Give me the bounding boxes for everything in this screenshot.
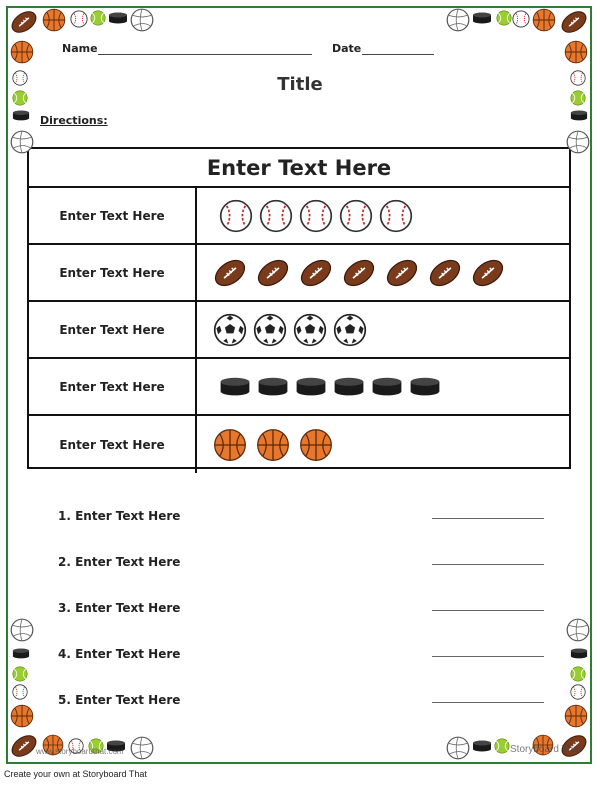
answer-line-5[interactable] (432, 702, 544, 703)
soccer-ball-icon (333, 313, 367, 347)
volleyball-icon (446, 8, 470, 32)
football-icon (213, 256, 247, 290)
volleyball-icon (10, 618, 34, 642)
table-row (29, 359, 569, 416)
watermark-right: Storyboard That (510, 744, 582, 755)
basketball-icon (564, 40, 588, 64)
row-icons (201, 188, 569, 243)
name-label: Name (62, 42, 98, 55)
answer-line-2[interactable] (432, 564, 544, 565)
baseball-icon (570, 684, 586, 700)
football-icon (428, 256, 462, 290)
football-icon (299, 256, 333, 290)
baseball-icon (339, 199, 373, 233)
football-icon (471, 256, 505, 290)
basketball-icon (10, 40, 34, 64)
pictograph-table (27, 147, 571, 469)
hockey-puck-icon (12, 648, 30, 659)
football-icon (256, 256, 290, 290)
baseball-icon (12, 70, 28, 86)
baseball-icon (299, 199, 333, 233)
name-field[interactable] (98, 54, 312, 55)
hockey-puck-icon (108, 12, 128, 24)
baseball-icon (259, 199, 293, 233)
hockey-puck-icon (257, 377, 289, 396)
tennis-ball-icon (570, 666, 586, 682)
volleyball-icon (446, 736, 470, 760)
football-icon (560, 8, 588, 36)
row-label: Enter Text Here (29, 188, 197, 243)
table-row (29, 302, 569, 359)
tennis-ball-icon (570, 90, 586, 106)
volleyball-icon (10, 130, 34, 154)
question-2: 2. Enter Text Here (58, 555, 181, 569)
volleyball-icon (130, 736, 154, 760)
tennis-ball-icon (12, 90, 28, 106)
hockey-puck-icon (371, 377, 403, 396)
football-icon (10, 8, 38, 36)
baseball-icon (12, 684, 28, 700)
soccer-ball-icon (213, 313, 247, 347)
volleyball-icon (566, 130, 590, 154)
hockey-puck-icon (12, 110, 30, 121)
soccer-ball-icon (253, 313, 287, 347)
row-label: Enter Text Here (29, 416, 197, 473)
hockey-puck-icon (570, 648, 588, 659)
baseball-icon (219, 199, 253, 233)
baseball-icon (379, 199, 413, 233)
row-icons (201, 416, 569, 473)
basketball-icon (564, 704, 588, 728)
baseball-icon (512, 10, 530, 28)
table-row (29, 245, 569, 302)
baseball-icon (70, 10, 88, 28)
tennis-ball-icon (12, 666, 28, 682)
question-3: 3. Enter Text Here (58, 601, 181, 615)
row-icons (201, 359, 569, 414)
hockey-puck-icon (472, 12, 492, 24)
table-row (29, 188, 569, 245)
question-5: 5. Enter Text Here (58, 693, 181, 707)
row-icons (201, 302, 569, 357)
football-icon (385, 256, 419, 290)
hockey-puck-icon (219, 377, 251, 396)
answer-line-3[interactable] (432, 610, 544, 611)
table-heading: Enter Text Here (29, 149, 569, 188)
basketball-icon (42, 8, 66, 32)
volleyball-icon (130, 8, 154, 32)
basketball-icon (299, 428, 333, 462)
date-field[interactable] (362, 54, 434, 55)
question-1: 1. Enter Text Here (58, 509, 181, 523)
date-label: Date (332, 42, 362, 55)
row-label: Enter Text Here (29, 245, 197, 300)
basketball-icon (10, 704, 34, 728)
answer-line-4[interactable] (432, 656, 544, 657)
tennis-ball-icon (496, 10, 512, 26)
tennis-ball-icon (494, 738, 510, 754)
table-row (29, 416, 569, 473)
football-icon (10, 732, 38, 760)
hockey-puck-icon (472, 740, 492, 752)
hockey-puck-icon (333, 377, 365, 396)
question-4: 4. Enter Text Here (58, 647, 181, 661)
row-icons (201, 245, 569, 300)
hockey-puck-icon (409, 377, 441, 396)
row-label: Enter Text Here (29, 302, 197, 357)
row-label: Enter Text Here (29, 359, 197, 414)
hockey-puck-icon (570, 110, 588, 121)
watermark-left: www.storyboardthat.com (36, 747, 124, 756)
basketball-icon (532, 8, 556, 32)
basketball-icon (256, 428, 290, 462)
volleyball-icon (566, 618, 590, 642)
footer-credit: Create your own at Storyboard That (4, 769, 147, 779)
page-title: Title (277, 74, 323, 95)
football-icon (342, 256, 376, 290)
answer-line-1[interactable] (432, 518, 544, 519)
tennis-ball-icon (90, 10, 106, 26)
basketball-icon (213, 428, 247, 462)
hockey-puck-icon (295, 377, 327, 396)
directions-label: Directions: (40, 114, 108, 127)
baseball-icon (570, 70, 586, 86)
soccer-ball-icon (293, 313, 327, 347)
